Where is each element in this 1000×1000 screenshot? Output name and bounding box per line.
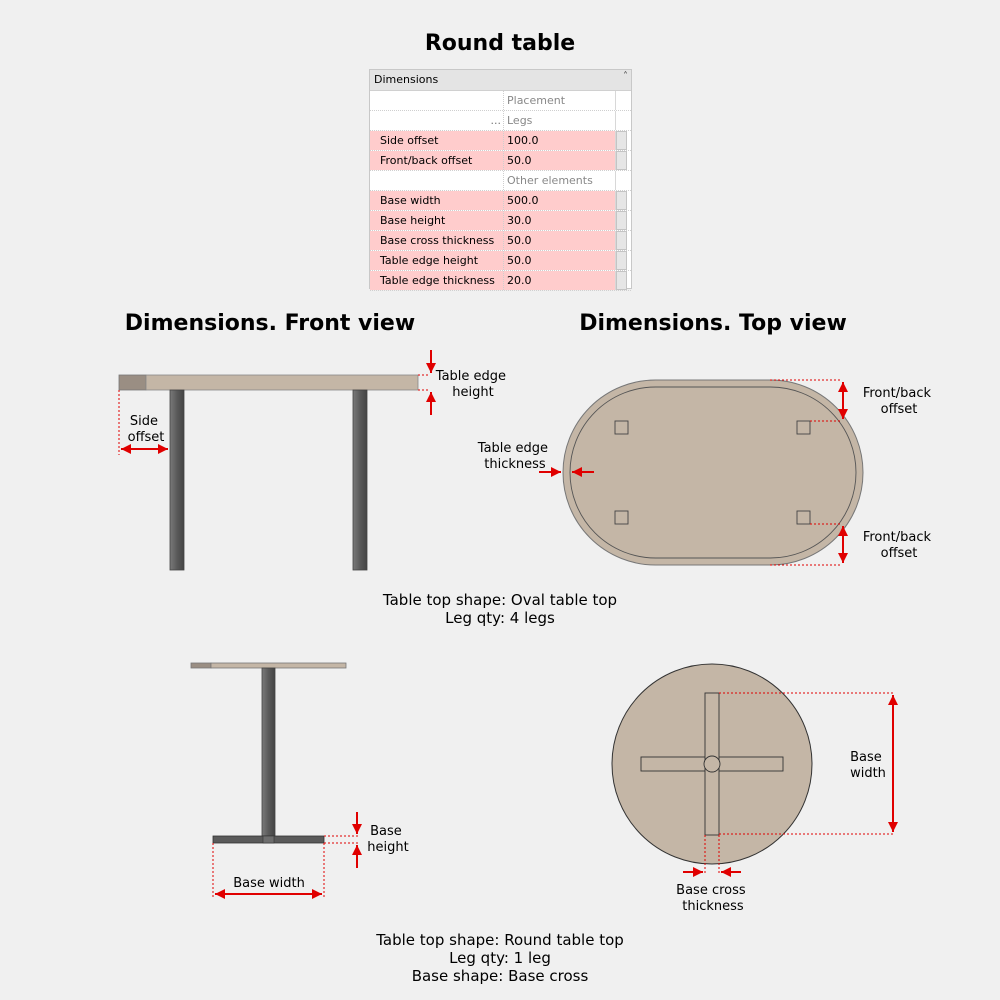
round-top-drawing [612,664,893,914]
page-title: Round table [424,31,576,56]
caption-line: Leg qty: 4 legs [445,609,555,627]
caption-line: Table top shape: Round table top [376,931,624,949]
base-height-label: Base height [367,824,409,855]
param-name: ... [370,111,504,130]
table-edge-left [119,375,146,390]
param-name: Base height [370,211,504,230]
round-table-caption [300,931,700,985]
base-width-front-label: Base width [233,876,305,891]
cross-hub [704,756,720,772]
param-value-field[interactable]: 50.0 [504,251,616,270]
param-name: Base width [370,191,504,210]
front-view-title: Dimensions. Front view [124,311,416,336]
param-name: Side offset [370,131,504,150]
table-top-front [146,375,418,390]
edge-thickness-label: Table edge thickness [477,441,549,472]
param-name: Base cross thickness [370,231,504,250]
fb-offset-top-label: Front/back offset [862,386,932,417]
param-value-field[interactable]: 100.0 [504,131,616,150]
round-base-hub [263,836,274,843]
caption-line: Leg qty: 1 leg [449,949,551,967]
param-value-field[interactable]: 50.0 [504,151,616,170]
oval-table-inner [570,387,856,558]
round-column [262,668,275,836]
param-name: Table edge thickness [370,271,504,290]
leg-right [353,390,367,570]
top-view-title: Dimensions. Top view [579,311,847,336]
param-value-field[interactable]: 20.0 [504,271,616,290]
cross-thickness-label: Base cross thickness [676,883,746,914]
round-top-edge [191,663,211,668]
fb-offset-bottom-label: Front/back offset [862,530,932,561]
param-value-field[interactable]: 30.0 [504,211,616,230]
round-top [211,663,346,668]
collapse-icon[interactable]: ˄ [623,71,628,82]
oval-table-caption [300,591,700,627]
param-name: Front/back offset [370,151,504,170]
table-edge-height-label: Table edge height [435,369,507,400]
caption-line: Base shape: Base cross [411,967,589,985]
group-label: Other elements [504,171,616,190]
front-view-drawing [119,350,510,570]
leg-left [170,390,184,570]
param-value-field[interactable]: 50.0 [504,231,616,250]
base-width-top-label: Base width [850,750,886,781]
top-view-drawing [477,380,935,565]
param-value-field[interactable]: 500.0 [504,191,616,210]
param-name: Table edge height [370,251,504,270]
group-label: Legs [504,111,616,130]
round-front-drawing [191,663,409,898]
group-label: Placement [504,91,616,110]
panel-header-label: Dimensions [374,73,439,86]
caption-line: Table top shape: Oval table top [382,591,618,609]
side-offset-label: Side offset [127,414,165,445]
